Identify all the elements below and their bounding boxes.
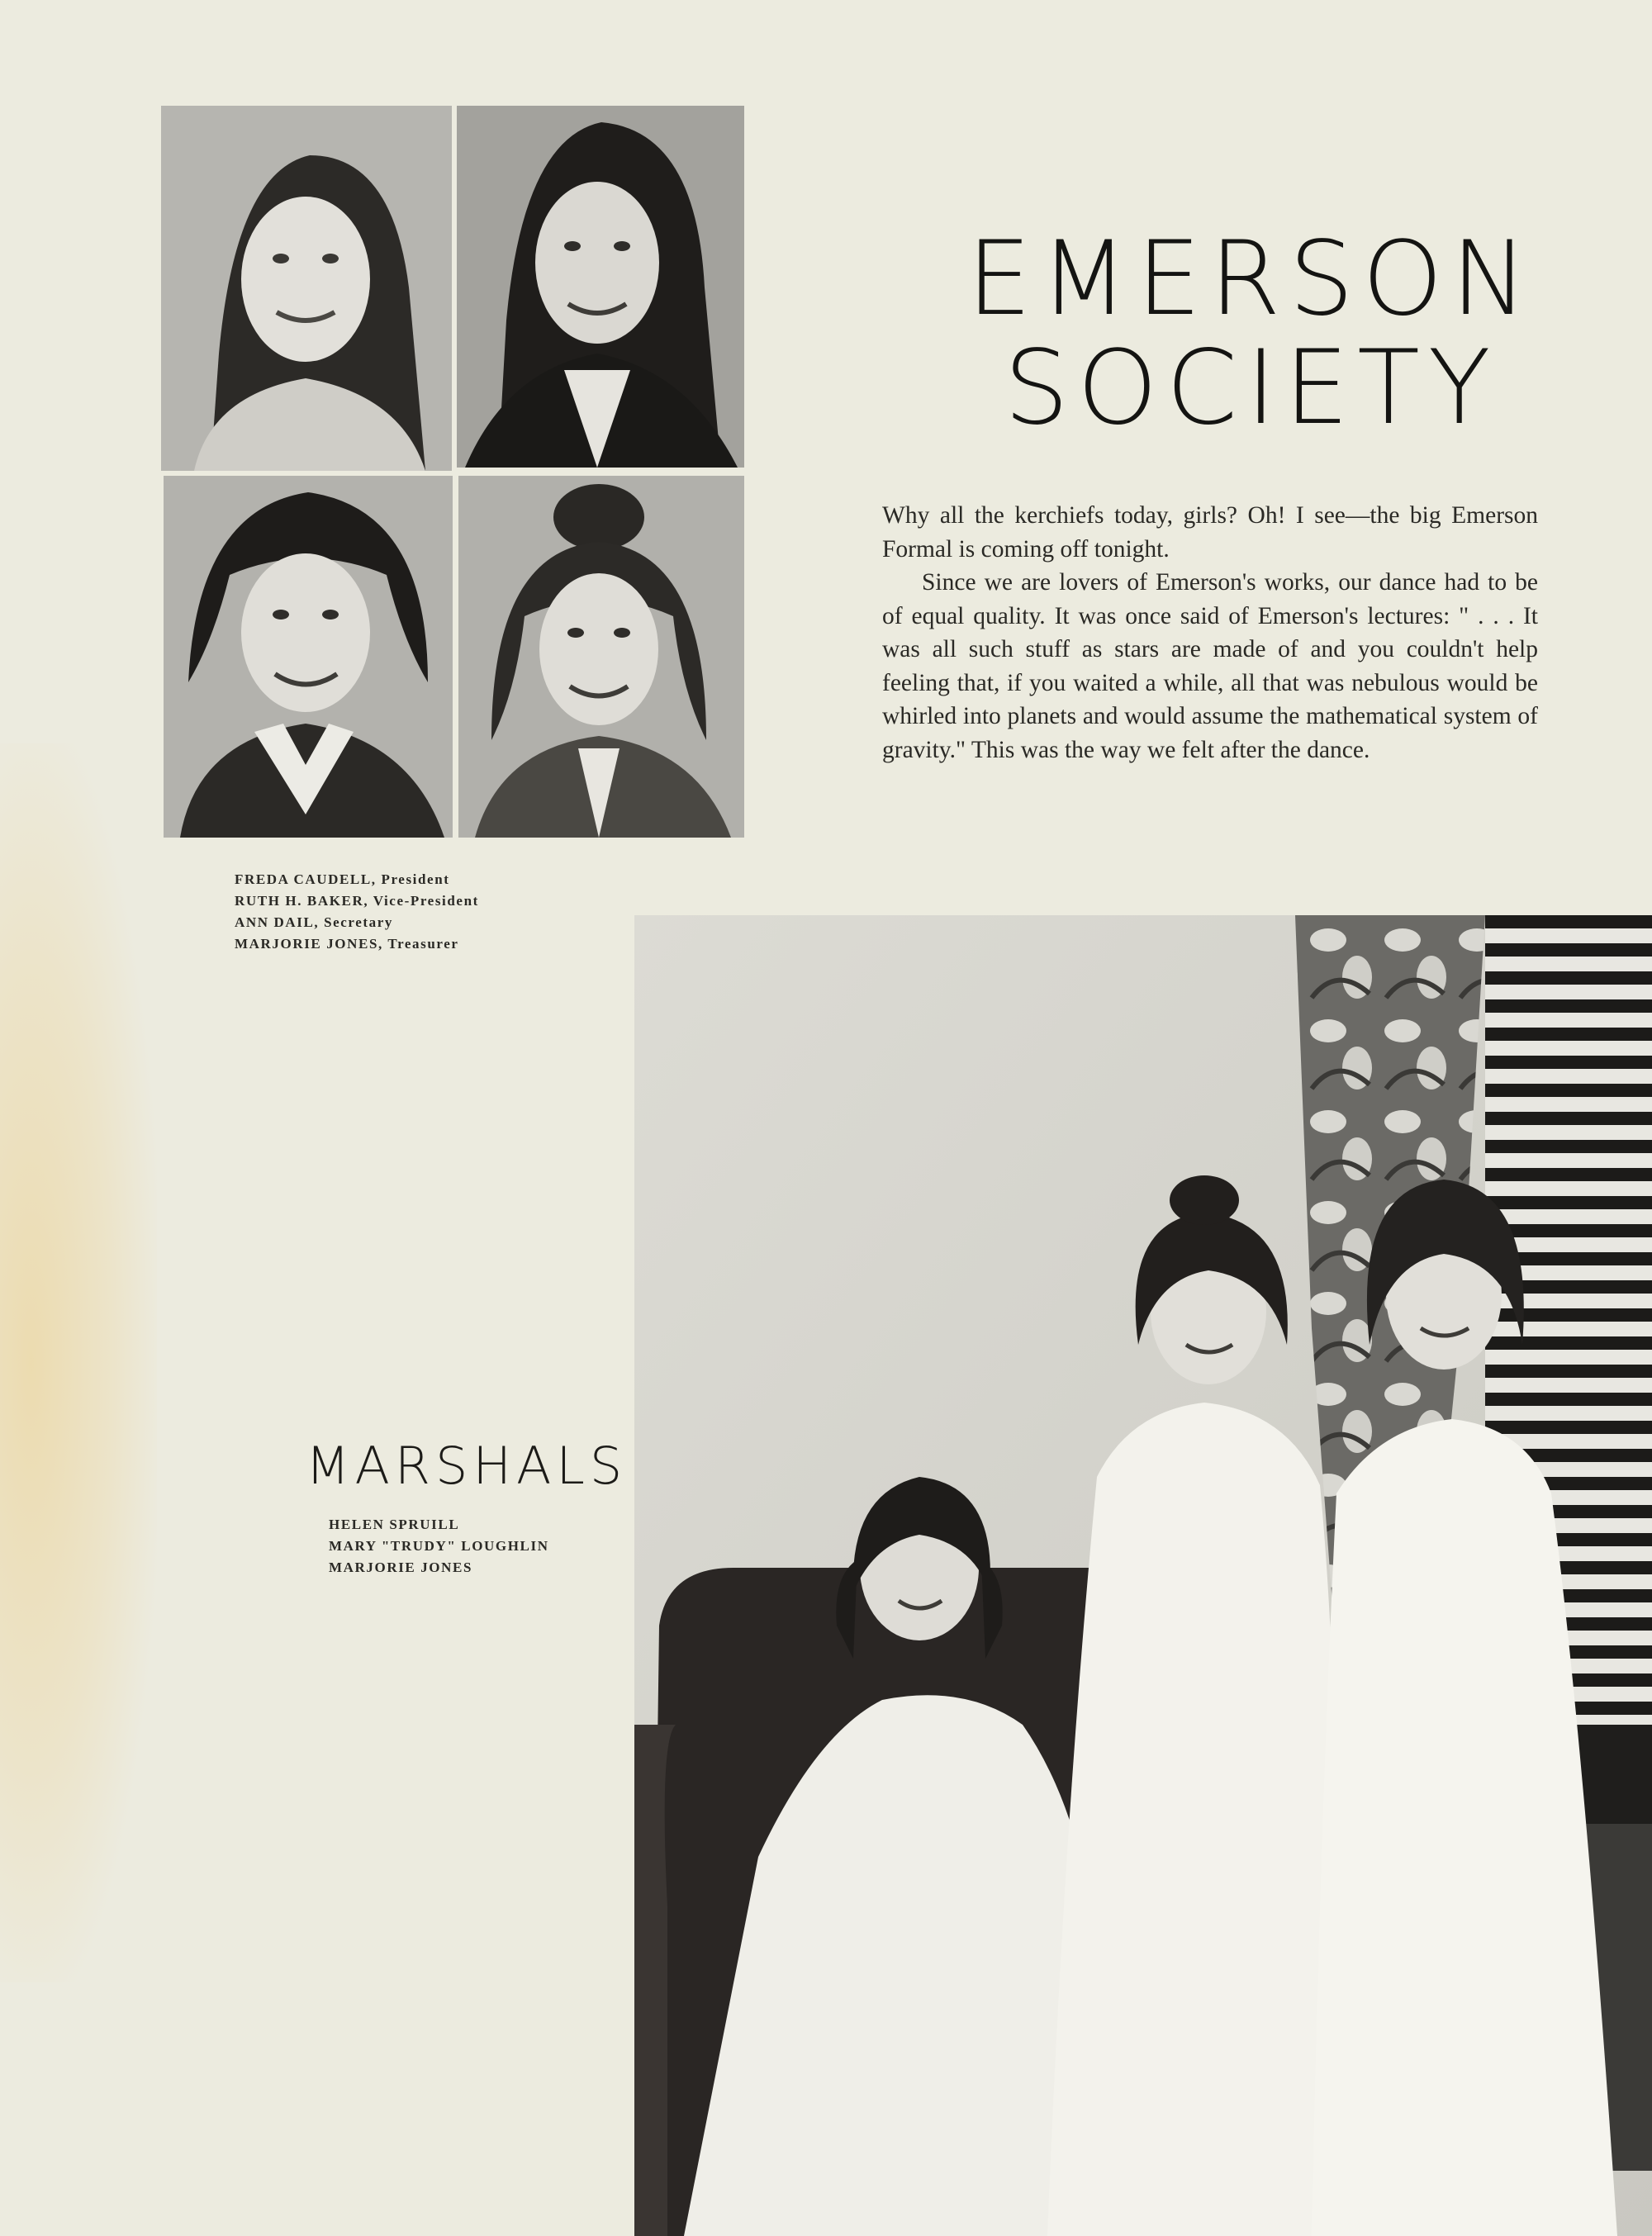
marshal-name: MARJORIE JONES [329, 1560, 472, 1575]
officer-line: ANN DAIL, Secretary [235, 914, 394, 930]
officer-line: RUTH H. BAKER, Vice-President [235, 893, 479, 909]
marshal-name: MARY "TRUDY" LOUGHLIN [329, 1538, 549, 1554]
officer-line: FREDA CAUDELL, President [235, 871, 450, 887]
portrait-vice-president [457, 106, 744, 468]
title-line-1: EMERSON [966, 220, 1536, 339]
portrait-secretary [164, 476, 453, 838]
officer-portrait-grid [161, 106, 744, 838]
intro-paragraph: Why all the kerchiefs today, girls? Oh! I see—the big Emerson Formal is coming off tonight. [882, 502, 1538, 563]
marshals-heading: MARSHALS [306, 1436, 628, 1496]
page-title [909, 220, 1594, 448]
marshal-name: HELEN SPRUILL [329, 1517, 460, 1532]
portrait-president [161, 106, 452, 471]
officer-line: MARJORIE JONES, Treasurer [235, 936, 459, 952]
marshals-list [329, 1514, 610, 1578]
body-paragraph: Since we are lovers of Emerson's works, our dance had to be of equal quality. It was once said of Emerson's lectures: " . . . It was all such stuff as stars are made of and you couldn't help feeling that, if you waited a while, all that was nebulous would be whirled into planets and would assume the mathematical system of gravity." This was the way we felt after the dance. [882, 569, 1538, 763]
marshals-group-photo [634, 915, 1652, 2236]
title-line-2: SOCIETY [1004, 329, 1499, 448]
portrait-treasurer [458, 476, 744, 838]
officers-caption [235, 869, 598, 955]
body-text [882, 499, 1538, 767]
page-stain [0, 743, 157, 1982]
